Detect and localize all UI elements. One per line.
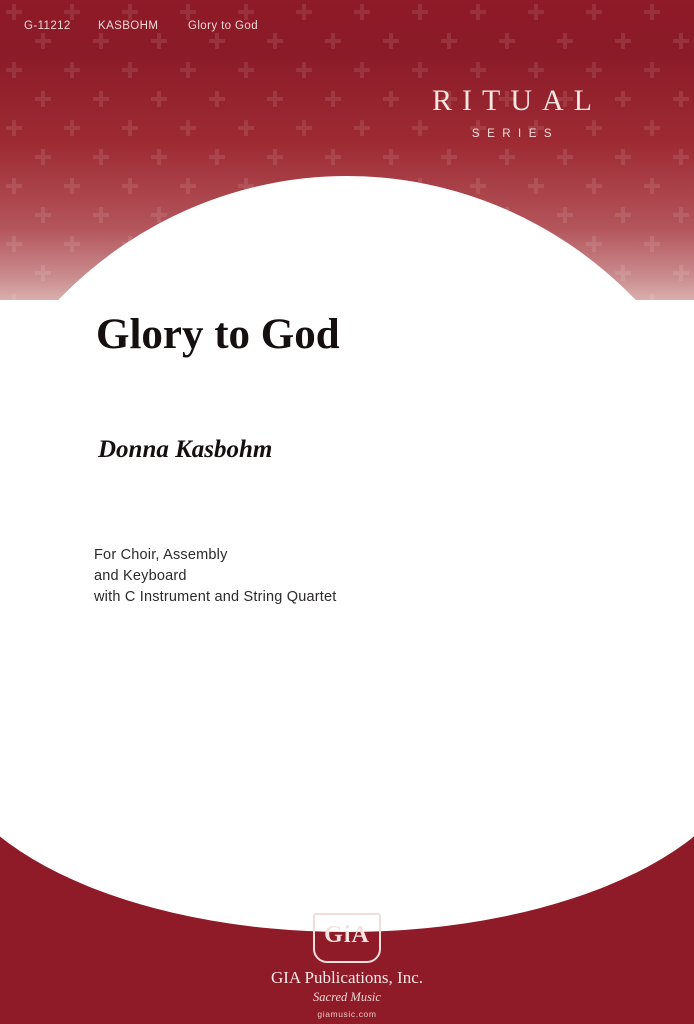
top-color-band (0, 0, 694, 300)
scoring-line-2: and Keyboard (94, 568, 187, 584)
page-title: Glory to God (96, 311, 340, 358)
publisher-name: GIA Publications, Inc. (270, 968, 424, 987)
scoring-description (94, 545, 337, 608)
scoring-line-3: with C Instrument and String Quartet (94, 589, 337, 605)
publisher-website: giamusic.com (317, 1009, 377, 1019)
gia-logo-icon (313, 913, 381, 963)
header-metadata (24, 20, 258, 32)
publisher-logo (0, 913, 694, 968)
series-subtitle: SERIES (471, 128, 560, 140)
series-name: RITUAL (432, 84, 602, 117)
series-branding (422, 86, 602, 140)
composer-name: Donna Kasbohm (98, 436, 273, 463)
gia-logo-text: GiA (324, 922, 370, 948)
publisher-tagline: Sacred Music (313, 990, 381, 1004)
short-title: Glory to God (188, 20, 258, 32)
composer-code: KASBOHM (98, 20, 159, 32)
catalog-number: G-11212 (24, 20, 71, 32)
bottom-color-band (0, 824, 694, 1024)
scoring-line-1: For Choir, Assembly (94, 547, 228, 563)
